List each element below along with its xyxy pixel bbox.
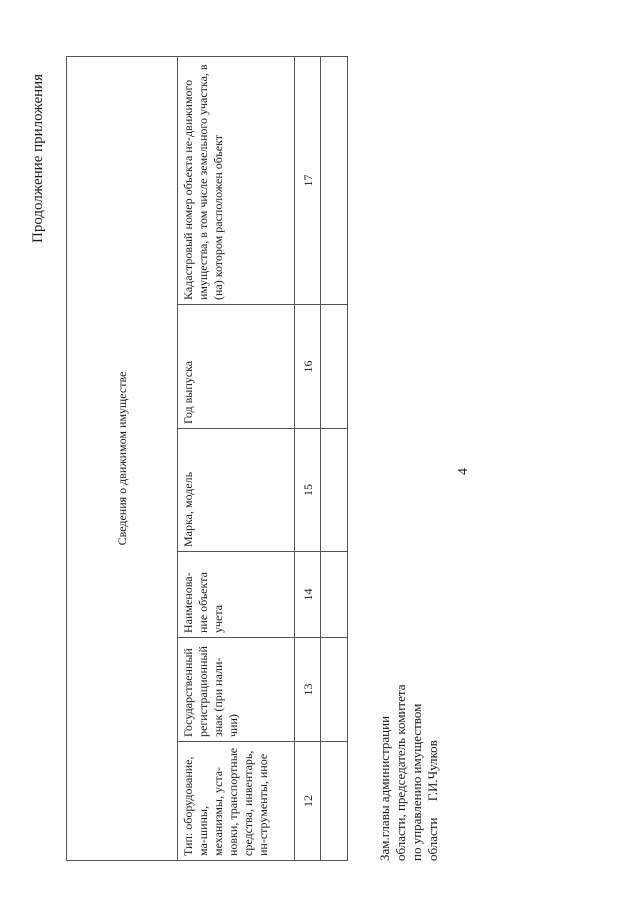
column-header-brand-model: Марка, модель <box>177 428 295 551</box>
table-cell <box>321 304 347 428</box>
signature-line: Зам.главы администрации <box>377 715 392 861</box>
signature-block <box>377 685 441 861</box>
signature-line: области, председатель комитета <box>393 684 408 861</box>
table-cell <box>321 428 347 551</box>
column-header-reg-sign: Государственный регистрационный знак (при нали-чии) <box>177 637 295 741</box>
column-number: 12 <box>295 741 321 860</box>
appendix-title: Продолжение приложения <box>30 73 46 243</box>
table-cell <box>321 57 347 304</box>
table-cell <box>321 637 347 741</box>
page-number: 4 <box>456 468 471 475</box>
movable-property-table <box>66 56 348 861</box>
column-header-object-name: Наименова-ние объекта учета <box>177 551 295 637</box>
column-header-year: Год выпуска <box>177 304 295 428</box>
column-number: 16 <box>295 304 321 428</box>
table-cell <box>321 551 347 637</box>
table-caption: Сведения о движимом имуществе <box>67 57 178 860</box>
column-number: 17 <box>295 57 321 304</box>
signature-line: по управлению имуществом <box>409 703 424 861</box>
column-number: 14 <box>295 551 321 637</box>
column-header-type: Тип: оборудование, ма-шины, механизмы, уста-новки, транспортные средства, инвентарь, ин-струменты, иное <box>177 741 295 860</box>
signature-line: области Г.И.Чулков <box>425 740 440 861</box>
column-number: 13 <box>295 637 321 741</box>
table-cell <box>321 741 347 860</box>
column-header-cadastral: Кадастровый номер объекта не-движимого имущества, в том числе земельного участка, в (на) котором расположен объект <box>177 57 295 304</box>
column-number: 15 <box>295 428 321 551</box>
